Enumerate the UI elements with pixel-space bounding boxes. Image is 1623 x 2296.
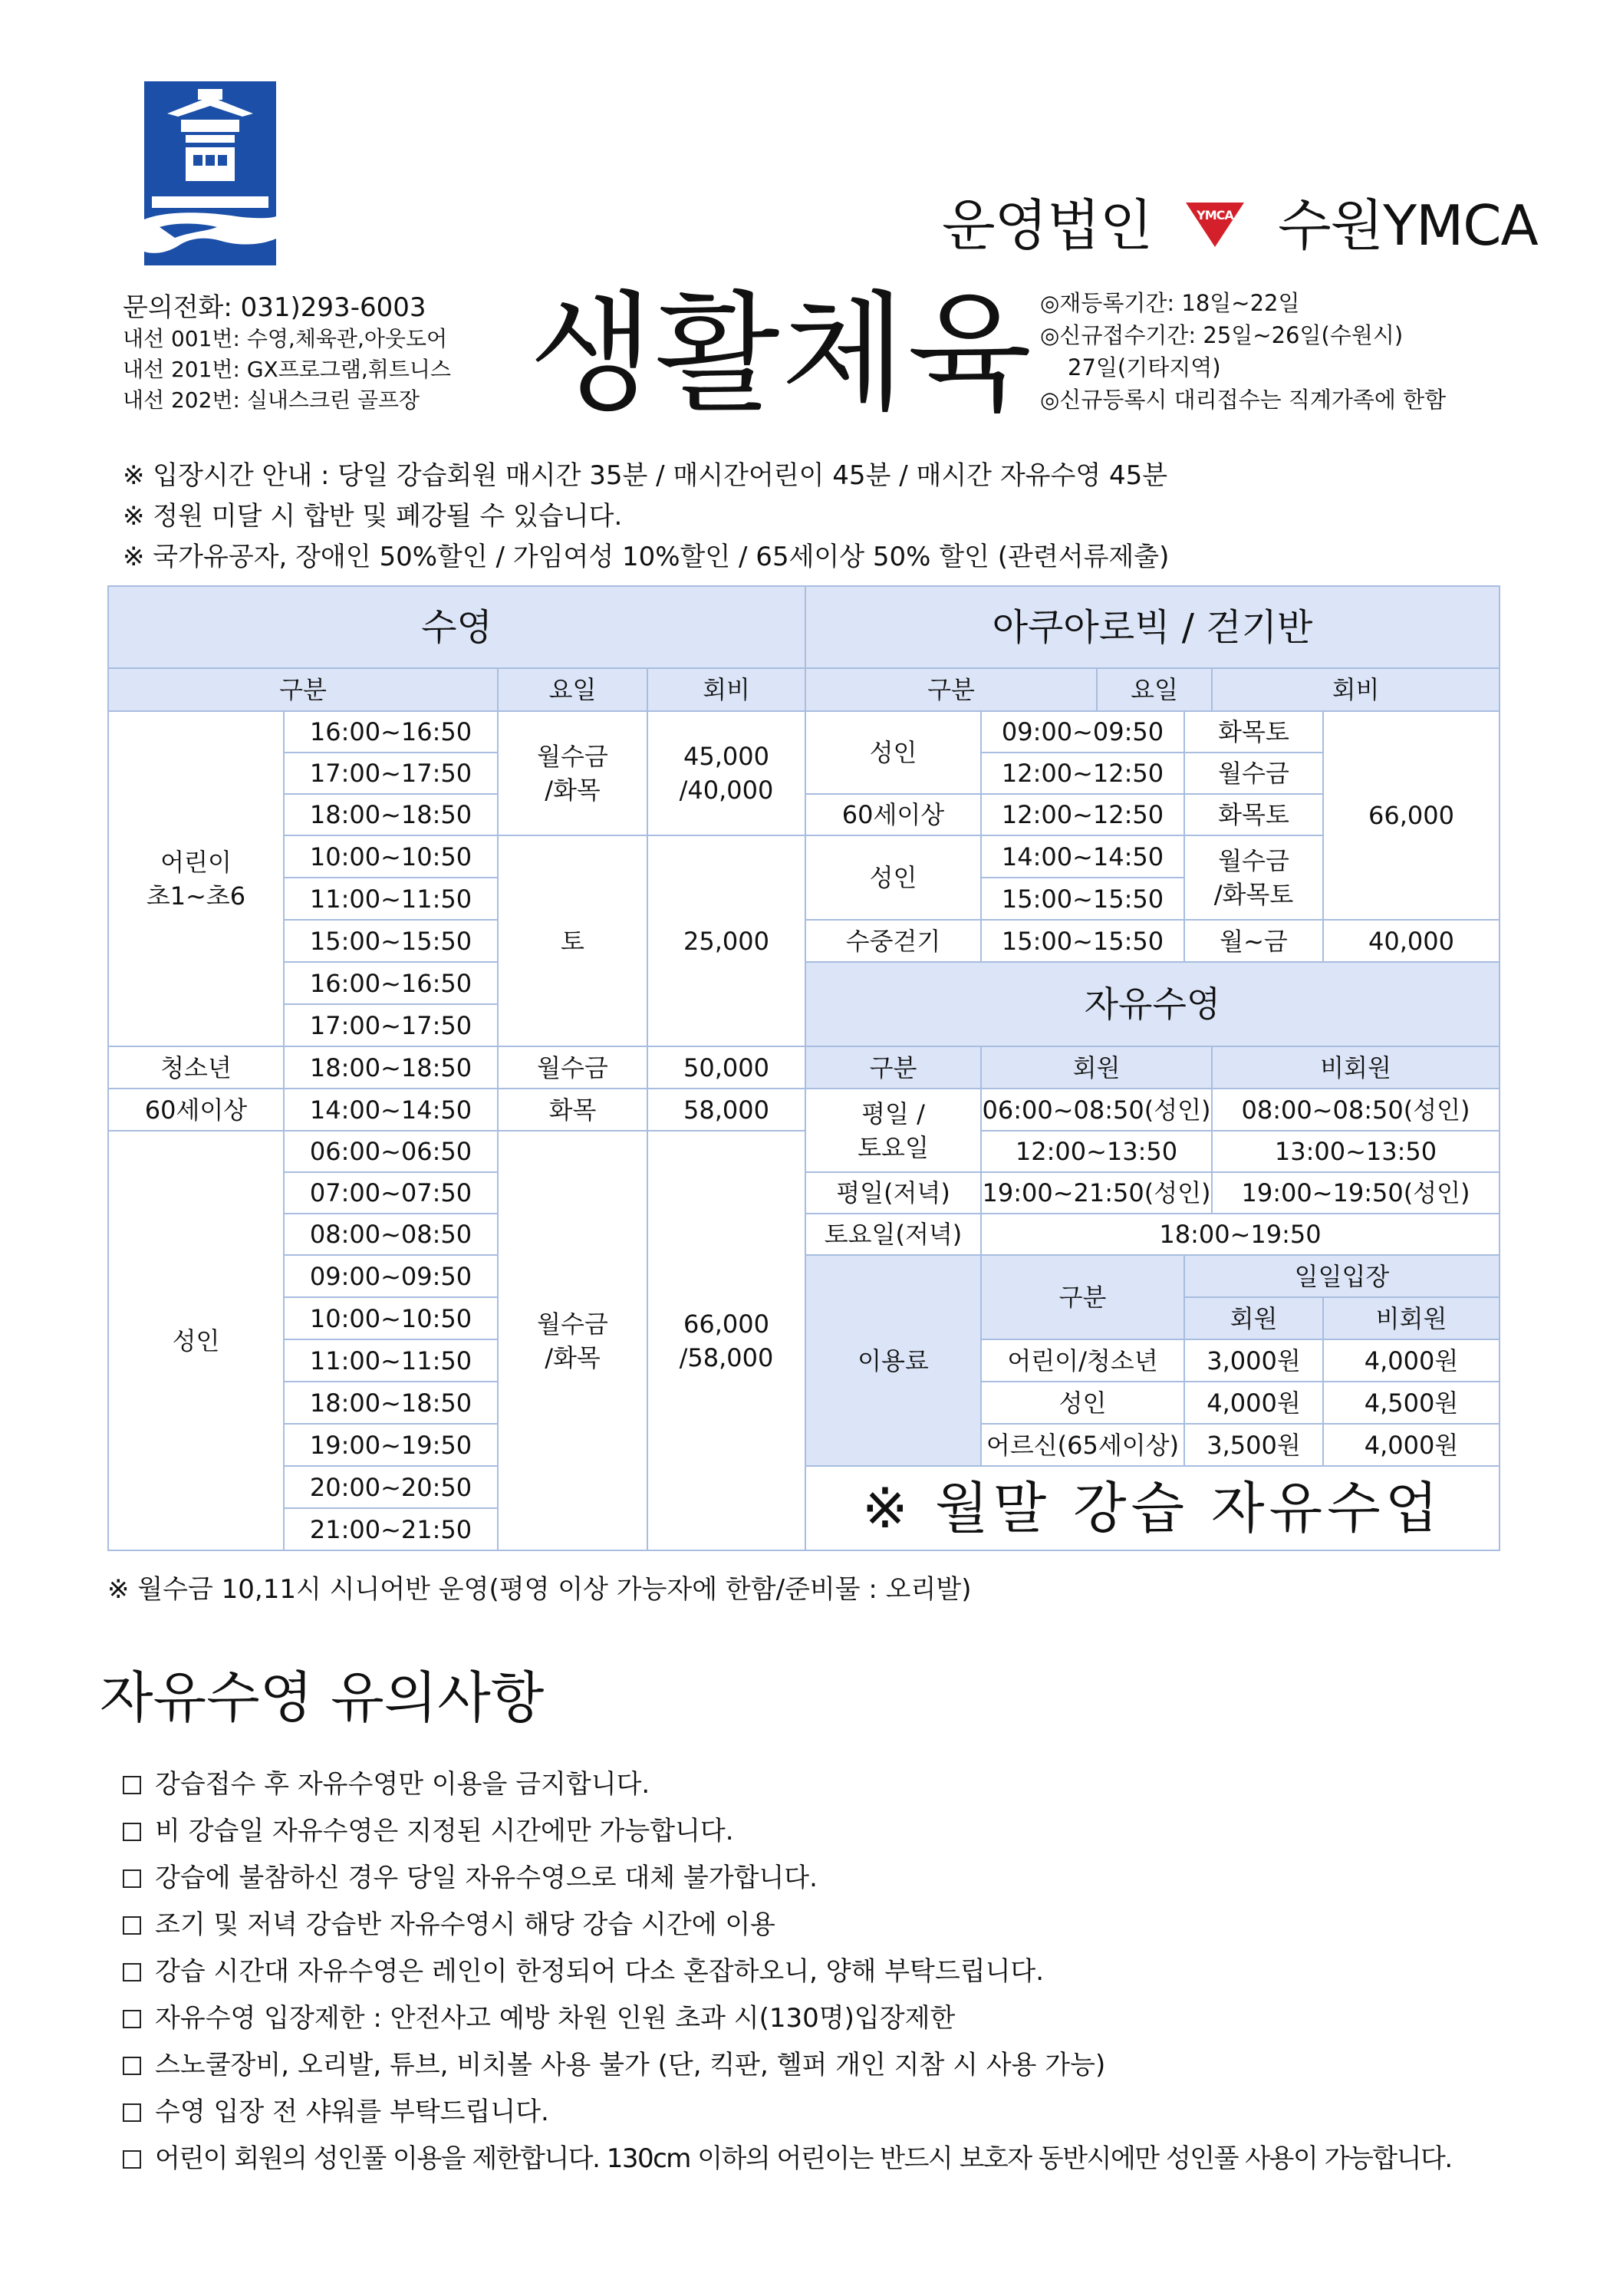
swim-day: 월수금 [498, 1046, 647, 1089]
aqua-time: 12:00~12:50 [981, 794, 1184, 835]
swim-time: 17:00~17:50 [284, 753, 498, 794]
swim-time: 21:00~21:50 [284, 1508, 498, 1550]
fortress-logo [144, 81, 276, 265]
rule-item [123, 1995, 1452, 2042]
swim-time: 14:00~14:50 [284, 1089, 498, 1131]
swim-fee: 50,000 [647, 1046, 805, 1089]
swim-time: 11:00~11:50 [284, 1339, 498, 1382]
swim-time: 20:00~20:50 [284, 1466, 498, 1508]
aqua-section-title: 아쿠아로빅 / 걷기반 [805, 586, 1500, 668]
free-swim-member-time: 06:00~08:50(성인) [981, 1089, 1212, 1131]
aqua-time: 15:00~15:50 [981, 920, 1184, 962]
swim-day: 월수금 /화목 [498, 711, 647, 835]
aqua-time: 15:00~15:50 [981, 878, 1184, 920]
registration-line: ◎신규등록시 대리접수는 직계가족에 한함 [1040, 387, 1447, 413]
rule-item [123, 2136, 1452, 2182]
notice-item: ※ 국가유공자, 장애인 50%할인 / 가임여성 10%할인 / 65세이상 50% 할인 (관련서류제출) [123, 542, 1170, 572]
aqua-fee: 66,000 [1323, 711, 1500, 920]
free-swim-evening-label: 평일(저녁) [805, 1172, 981, 1214]
registration-info [1040, 287, 1446, 416]
swim-time: 09:00~09:50 [284, 1255, 498, 1297]
ymca-badge-text: YMCA [1197, 208, 1233, 223]
rule-text: 스노쿨장비, 오리발, 튜브, 비치볼 사용 불가 (단, 킥판, 헬퍼 개인 지참 시 사용 가능) [155, 2050, 1106, 2080]
aqua-category: 수중걷기 [805, 920, 981, 962]
phone-number: 문의전화: 031)293-6003 [123, 292, 426, 323]
aqua-fee: 40,000 [1323, 920, 1500, 962]
fee-category: 성인 [981, 1382, 1184, 1424]
swim-time: 10:00~10:50 [284, 1297, 498, 1339]
checkbox-icon [123, 1963, 141, 1981]
operator-prefix: 운영법인 [942, 193, 1153, 258]
page-title: 생활체육 [529, 278, 1034, 429]
swim-youth-label: 청소년 [108, 1046, 284, 1089]
fee-header-member: 회원 [1184, 1297, 1323, 1339]
contact-info [123, 292, 451, 416]
swim-fee: 66,000 /58,000 [647, 1131, 805, 1550]
swim-header-category: 구분 [108, 668, 498, 711]
aqua-category: 60세이상 [805, 794, 981, 835]
free-swim-header-member: 회원 [981, 1046, 1212, 1089]
aqua-category: 성인 [805, 711, 981, 794]
rule-item [123, 1808, 1452, 1855]
fee-header-nonmember: 비회원 [1323, 1297, 1500, 1339]
notice-item: ※ 정원 미달 시 합반 및 폐강될 수 있습니다. [123, 501, 623, 532]
aqua-day: 월~금 [1184, 920, 1323, 962]
checkbox-icon [123, 1776, 141, 1794]
aqua-day: 화목토 [1184, 711, 1323, 753]
rules-title: 자유수영 유의사항 [100, 1665, 545, 1730]
operator-name: 수원YMCA [1278, 193, 1538, 258]
swim-time: 16:00~16:50 [284, 962, 498, 1004]
rule-text: 비 강습일 자유수영은 지정된 시간에만 가능합니다. [155, 1816, 734, 1846]
senior-class-footnote: ※ 월수금 10,11시 시니어반 운영(평영 이상 가능자에 한함/준비물 : 오리발) [107, 1574, 972, 1605]
free-swim-header-category: 구분 [805, 1046, 981, 1089]
fee-header-daily: 일일입장 [1184, 1255, 1500, 1297]
checkbox-icon [123, 2103, 141, 2122]
swim-section-title: 수영 [108, 586, 805, 668]
rule-item [123, 1948, 1452, 1995]
rule-text: 조기 및 저녁 강습반 자유수영시 해당 강습 시간에 이용 [155, 1909, 776, 1940]
swim-time: 11:00~11:50 [284, 878, 498, 920]
swim-header-day: 요일 [498, 668, 647, 711]
swim-fee: 25,000 [647, 835, 805, 1046]
rule-text: 수영 입장 전 샤워를 부탁드립니다. [155, 2097, 549, 2127]
registration-line: ◎재등록기간: 18일~22일 [1040, 290, 1300, 316]
fee-nonmember: 4,000원 [1323, 1424, 1500, 1466]
swim-time: 16:00~16:50 [284, 711, 498, 753]
extension-line: 내선 202번: 실내스크린 골프장 [123, 387, 420, 413]
aqua-header-day: 요일 [1097, 668, 1212, 711]
checkbox-icon [123, 1916, 141, 1935]
extension-line: 내선 201번: GX프로그램,휘트니스 [123, 357, 451, 382]
swim-time: 17:00~17:50 [284, 1004, 498, 1046]
aqua-time: 12:00~12:50 [981, 753, 1184, 794]
notice-list [123, 456, 1169, 578]
ymca-triangle-icon [1184, 197, 1246, 262]
checkbox-icon [123, 2057, 141, 2075]
aqua-day: 월수금 [1184, 753, 1323, 794]
operator-line [942, 181, 1538, 262]
swim-time: 19:00~19:50 [284, 1424, 498, 1466]
rule-text: 자유수영 입장제한 : 안전사고 예방 차원 인원 초과 시(130명)입장제한 [155, 2003, 956, 2034]
rule-text: 강습에 불참하신 경우 당일 자유수영으로 대체 불가합니다. [155, 1863, 818, 1893]
checkbox-icon [123, 2010, 141, 2028]
aqua-day: 화목토 [1184, 794, 1323, 835]
extension-line: 내선 001번: 수영,체육관,아웃도어 [123, 326, 448, 351]
swim-time: 06:00~06:50 [284, 1131, 498, 1172]
schedule-table [107, 585, 1500, 1551]
rule-item [123, 1855, 1452, 1902]
free-swim-nonmember-time: 19:00~19:50(성인) [1212, 1172, 1500, 1214]
aqua-time: 09:00~09:50 [981, 711, 1184, 753]
free-swim-member-time: 19:00~21:50(성인) [981, 1172, 1212, 1214]
checkbox-icon [123, 2150, 141, 2169]
rule-item [123, 2042, 1452, 2089]
registration-line: ◎신규접수기간: 25일~26일(수원시) [1040, 322, 1404, 348]
checkbox-icon [123, 1823, 141, 1841]
free-swim-saturday-label: 토요일(저녁) [805, 1214, 981, 1255]
free-swim-title: 자유수영 [805, 962, 1500, 1046]
free-swim-nonmember-time: 13:00~13:50 [1212, 1131, 1500, 1172]
swim-fee: 58,000 [647, 1089, 805, 1131]
free-swim-weekday-label: 평일 / 토요일 [805, 1089, 981, 1172]
rules-list [123, 1761, 1452, 2182]
free-swim-nonmember-time: 08:00~08:50(성인) [1212, 1089, 1500, 1131]
swim-time: 08:00~08:50 [284, 1214, 498, 1255]
swim-time: 18:00~18:50 [284, 794, 498, 835]
swim-time: 18:00~18:50 [284, 1046, 498, 1089]
aqua-time: 14:00~14:50 [981, 835, 1184, 878]
fee-nonmember: 4,000원 [1323, 1339, 1500, 1382]
rule-text: 어린이 회원의 성인풀 이용을 제한합니다. 130cm 이하의 어린이는 반드시 보호자 동반시에만 성인풀 사용이 가능합니다. [155, 2143, 1452, 2174]
swim-day: 화목 [498, 1089, 647, 1131]
fee-member: 4,000원 [1184, 1382, 1323, 1424]
swim-time: 15:00~15:50 [284, 920, 498, 962]
notice-item: ※ 입장시간 안내 : 당일 강습회원 매시간 35분 / 매시간어린이 45분 / 매시간 자유수영 45분 [123, 460, 1168, 491]
fee-category: 어린이/청소년 [981, 1339, 1184, 1382]
aqua-day: 월수금 /화목토 [1184, 835, 1323, 920]
rule-item [123, 1761, 1452, 1808]
fee-header-category: 구분 [981, 1255, 1184, 1339]
fee-member: 3,000원 [1184, 1339, 1323, 1382]
rule-text: 강습 시간대 자유수영은 레인이 한정되어 다소 혼잡하오니, 양해 부탁드립니다. [155, 1956, 1045, 1987]
free-swim-fee-label: 이용료 [805, 1255, 981, 1466]
rule-text: 강습접수 후 자유수영만 이용을 금지합니다. [155, 1769, 650, 1800]
fee-nonmember: 4,500원 [1323, 1382, 1500, 1424]
swim-children-label: 어린이 초1~초6 [108, 711, 284, 1046]
month-end-notice: ※ 월말 강습 자유수업 [805, 1466, 1500, 1550]
registration-line: 27일(기타지역) [1068, 354, 1221, 380]
swim-header-fee: 회비 [647, 668, 805, 711]
swim-adult-label: 성인 [108, 1131, 284, 1550]
rule-item [123, 2089, 1452, 2136]
swim-time: 10:00~10:50 [284, 835, 498, 878]
fee-category: 어르신(65세이상) [981, 1424, 1184, 1466]
swim-time: 07:00~07:50 [284, 1172, 498, 1214]
aqua-header-fee: 회비 [1212, 668, 1500, 711]
free-swim-saturday-time: 18:00~19:50 [981, 1214, 1500, 1255]
swim-fee: 45,000 /40,000 [647, 711, 805, 835]
swim-day: 월수금 /화목 [498, 1131, 647, 1550]
free-swim-header-nonmember: 비회원 [1212, 1046, 1500, 1089]
swim-day: 토 [498, 835, 647, 1046]
aqua-category: 성인 [805, 835, 981, 920]
aqua-header-category: 구분 [805, 668, 1097, 711]
swim-senior-label: 60세이상 [108, 1089, 284, 1131]
rule-item [123, 1902, 1452, 1948]
free-swim-member-time: 12:00~13:50 [981, 1131, 1212, 1172]
checkbox-icon [123, 1869, 141, 1888]
fee-member: 3,500원 [1184, 1424, 1323, 1466]
swim-time: 18:00~18:50 [284, 1382, 498, 1424]
